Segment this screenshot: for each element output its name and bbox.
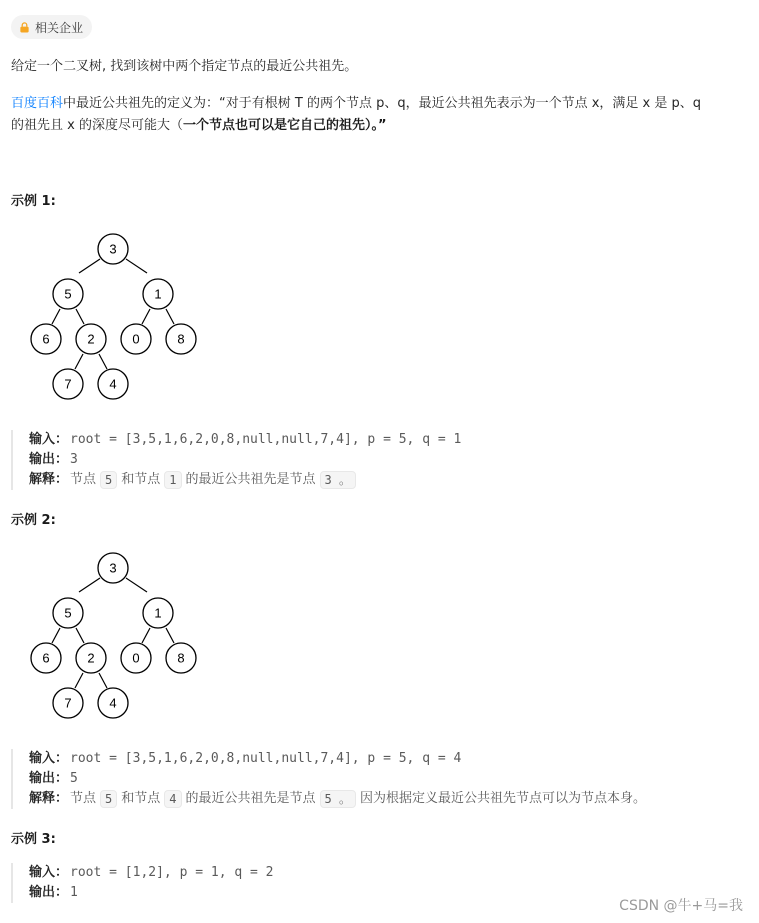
example-1-title: 示例 1: bbox=[11, 194, 56, 209]
svg-text:1: 1 bbox=[154, 605, 162, 621]
inline-code: 5 。 bbox=[320, 790, 356, 808]
related-companies-tag[interactable] bbox=[11, 15, 92, 39]
svg-text:3: 3 bbox=[109, 241, 117, 257]
output-value: 1 bbox=[70, 885, 78, 900]
svg-text:3: 3 bbox=[109, 560, 117, 576]
tree-node bbox=[76, 324, 106, 354]
definition-line-2 bbox=[11, 114, 387, 137]
svg-text:2: 2 bbox=[87, 331, 95, 347]
tree-edge bbox=[99, 673, 107, 688]
example-2-explanation bbox=[29, 789, 646, 809]
tree-node bbox=[53, 598, 83, 628]
tree-node bbox=[121, 324, 151, 354]
input-value: root = [1,2], p = 1, q = 2 bbox=[70, 865, 274, 880]
tree-node bbox=[53, 369, 83, 399]
tree-edge bbox=[75, 673, 83, 688]
example-3-input bbox=[29, 863, 274, 883]
svg-text:7: 7 bbox=[64, 695, 72, 711]
explanation-text: 的最近公共祖先是节点 bbox=[185, 472, 316, 487]
svg-text:8: 8 bbox=[177, 331, 185, 347]
output-label: 输出： bbox=[29, 885, 69, 900]
tree-node bbox=[166, 643, 196, 673]
tree-edge bbox=[76, 309, 84, 324]
explanation-text: 节点 bbox=[70, 791, 97, 806]
tree-edge bbox=[79, 259, 100, 273]
tree-edge bbox=[52, 309, 60, 324]
output-value: 3 bbox=[70, 452, 78, 467]
definition-line-1 bbox=[11, 92, 701, 115]
tree-edge bbox=[76, 628, 84, 643]
output-label: 输出： bbox=[29, 771, 69, 786]
explanation-text: 的最近公共祖先是节点 bbox=[185, 791, 316, 806]
tree-edge bbox=[142, 309, 150, 324]
tree-edge bbox=[99, 354, 107, 369]
tree-node bbox=[98, 369, 128, 399]
tree-node bbox=[98, 553, 128, 583]
tree-edges bbox=[52, 578, 174, 688]
svg-text:2: 2 bbox=[87, 650, 95, 666]
tree-edge bbox=[142, 628, 150, 643]
definition-bold: 一个节点也可以是它自己的祖先 bbox=[182, 118, 365, 133]
svg-text:5: 5 bbox=[64, 605, 72, 621]
tree-node bbox=[166, 324, 196, 354]
svg-text:6: 6 bbox=[42, 650, 50, 666]
definition-text: 中最近公共祖先的定义为：“对于有根树 T 的两个节点 p、q，最近公共祖先表示为一个节点 x，满足 x 是 p、q bbox=[63, 96, 702, 111]
input-label: 输入： bbox=[29, 751, 69, 766]
svg-text:4: 4 bbox=[109, 376, 117, 392]
example-2-tree-diagram bbox=[0, 544, 220, 724]
explanation-text: 和节点 bbox=[121, 791, 161, 806]
tree-edge bbox=[126, 578, 147, 592]
example-1-explanation bbox=[29, 470, 461, 490]
definition-text-pre: 的祖先且 x 的深度尽可能大（ bbox=[11, 118, 183, 133]
input-value: root = [3,5,1,6,2,0,8,null,null,7,4], p = 5, q = 1 bbox=[70, 432, 462, 447]
example-1-block bbox=[11, 430, 461, 490]
tree-edge bbox=[166, 628, 174, 643]
svg-text:5: 5 bbox=[64, 286, 72, 302]
problem-statement: 给定一个二叉树, 找到该树中两个指定节点的最近公共祖先。 bbox=[11, 59, 358, 74]
svg-text:7: 7 bbox=[64, 376, 72, 392]
tree-edge bbox=[75, 354, 83, 369]
baidu-baike-link[interactable]: 百度百科 bbox=[11, 96, 64, 111]
input-label: 输入： bbox=[29, 432, 69, 447]
explanation-label: 解释： bbox=[29, 791, 69, 806]
definition-text-post: ）。” bbox=[364, 118, 387, 133]
inline-code: 3 。 bbox=[320, 471, 356, 489]
inline-code: 5 bbox=[100, 790, 117, 808]
input-value: root = [3,5,1,6,2,0,8,null,null,7,4], p = 5, q = 4 bbox=[70, 751, 462, 766]
csdn-watermark: CSDN @牛+马=我 bbox=[619, 898, 743, 914]
tree-edge bbox=[126, 259, 147, 273]
svg-text:0: 0 bbox=[132, 650, 140, 666]
svg-text:1: 1 bbox=[154, 286, 162, 302]
lock-icon bbox=[19, 22, 30, 33]
example-2-input bbox=[29, 749, 646, 769]
tree-node bbox=[53, 688, 83, 718]
svg-text:4: 4 bbox=[109, 695, 117, 711]
explanation-text: 和节点 bbox=[121, 472, 161, 487]
input-label: 输入： bbox=[29, 865, 69, 880]
example-2-title: 示例 2: bbox=[11, 513, 56, 528]
explanation-text: 因为根据定义最近公共祖先节点可以为节点本身。 bbox=[359, 791, 646, 806]
example-2-output bbox=[29, 769, 646, 789]
tree-node bbox=[143, 598, 173, 628]
svg-text:6: 6 bbox=[42, 331, 50, 347]
tree-edge bbox=[166, 309, 174, 324]
tree-node bbox=[31, 324, 61, 354]
example-3-title: 示例 3: bbox=[11, 832, 56, 847]
tree-node bbox=[98, 234, 128, 264]
example-1-output bbox=[29, 450, 461, 470]
tree-edge bbox=[52, 628, 60, 643]
tree-node bbox=[76, 643, 106, 673]
tree-edges bbox=[52, 259, 174, 369]
svg-text:0: 0 bbox=[132, 331, 140, 347]
explanation-label: 解释： bbox=[29, 472, 69, 487]
explanation-text: 节点 bbox=[70, 472, 97, 487]
output-label: 输出： bbox=[29, 452, 69, 467]
tree-node bbox=[31, 643, 61, 673]
related-companies-label: 相关企业 bbox=[35, 20, 84, 35]
output-value: 5 bbox=[70, 771, 78, 786]
example-1-tree-diagram bbox=[0, 225, 220, 405]
tree-node bbox=[98, 688, 128, 718]
tree-node bbox=[53, 279, 83, 309]
example-3-output bbox=[29, 883, 274, 903]
inline-code: 4 bbox=[164, 790, 181, 808]
svg-text:8: 8 bbox=[177, 650, 185, 666]
example-3-block bbox=[11, 863, 274, 903]
inline-code: 1 bbox=[164, 471, 181, 489]
tree-node bbox=[121, 643, 151, 673]
tree-node bbox=[143, 279, 173, 309]
example-2-block bbox=[11, 749, 646, 809]
example-1-input bbox=[29, 430, 461, 450]
tree-edge bbox=[79, 578, 100, 592]
inline-code: 5 bbox=[100, 471, 117, 489]
